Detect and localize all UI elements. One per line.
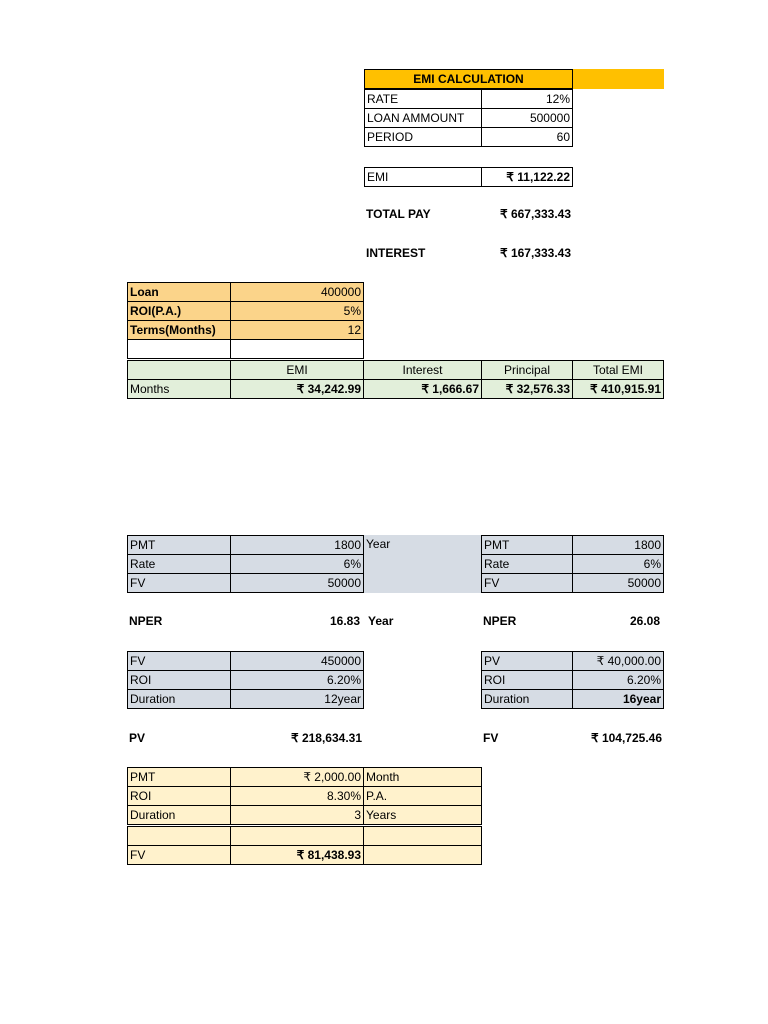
pv-label: PV [129,731,146,745]
pv-value[interactable]: ₹ 218,634.31 [290,731,362,745]
rate-label: Rate [481,554,573,574]
empty-cell[interactable] [363,845,482,865]
pmt-unit-cell: Year [364,535,481,593]
pmt-unit: Month [363,767,482,787]
roi-label: ROI(P.A.) [127,301,231,321]
fv-label: FV [127,651,231,671]
nper-label: NPER [129,614,163,628]
fv-label: FV [127,573,231,593]
fv-value[interactable]: 50000 [230,573,364,593]
col-header-interest: Interest [363,360,482,380]
roi-unit: P.A. [363,786,482,806]
nper-value[interactable]: 26.08 [629,614,660,628]
emi-calc-header: EMI CALCULATION [364,69,573,89]
fv-label: FV [481,573,573,593]
fv-value[interactable]: ₹ 104,725.46 [590,731,662,745]
header-blank-cell [127,360,231,380]
interest-value[interactable]: ₹ 167,333.43 [499,246,571,260]
terms-label: Terms(Months) [127,320,231,340]
loan-value[interactable]: 400000 [230,282,364,302]
pmt-label: PMT [127,767,231,787]
emi-calc-header-fill [573,69,664,89]
duration-value[interactable]: 12year [230,689,364,709]
empty-cell[interactable] [230,339,364,359]
empty-cell[interactable] [230,826,364,846]
loan-amount-value[interactable]: 500000 [481,108,573,128]
roi-label: ROI [127,786,231,806]
nper-unit: Year [368,614,394,628]
terms-value[interactable]: 12 [230,320,364,340]
empty-cell[interactable] [127,339,231,359]
rate-value[interactable]: 6% [572,554,664,574]
duration-label: Duration [127,805,231,825]
months-emi-value[interactable]: ₹ 34,242.99 [230,379,364,399]
loan-label: Loan [127,282,231,302]
nper-label: NPER [483,614,517,628]
duration-value[interactable]: 3 [230,805,364,825]
col-header-principal: Principal [481,360,573,380]
roi-value[interactable]: 6.20% [572,670,664,690]
period-value[interactable]: 60 [481,127,573,147]
pmt-value[interactable]: ₹ 2,000.00 [230,767,364,787]
duration-unit: Years [363,805,482,825]
roi-label: ROI [481,670,573,690]
months-interest-value[interactable]: ₹ 1,666.67 [363,379,482,399]
pmt-label: PMT [481,535,573,555]
loan-amount-label: LOAN AMMOUNT [364,108,482,128]
roi-value[interactable]: 8.30% [230,786,364,806]
rate-value[interactable]: 12% [481,89,573,109]
rate-label: RATE [364,89,482,109]
fv-label: FV [483,731,499,745]
nper-value[interactable]: 16.83 [329,614,360,628]
emi-label: EMI [364,167,482,187]
emi-value[interactable]: ₹ 11,122.22 [481,167,573,187]
pv-label: PV [481,651,573,671]
row-label-months: Months [127,379,231,399]
fv-value[interactable]: 450000 [230,651,364,671]
pmt-value[interactable]: 1800 [230,535,364,555]
col-header-total-emi: Total EMI [572,360,664,380]
fv-label: FV [127,845,231,865]
pmt-value[interactable]: 1800 [572,535,664,555]
duration-label: Duration [127,689,231,709]
pmt-label: PMT [127,535,231,555]
fv-value[interactable]: 50000 [572,573,664,593]
months-total-emi-value[interactable]: ₹ 410,915.91 [572,379,664,399]
col-header-emi: EMI [230,360,364,380]
total-pay-value[interactable]: ₹ 667,333.43 [499,207,571,221]
roi-value[interactable]: 6.20% [230,670,364,690]
months-principal-value[interactable]: ₹ 32,576.33 [481,379,573,399]
rate-value[interactable]: 6% [230,554,364,574]
rate-label: Rate [127,554,231,574]
fv-value[interactable]: ₹ 81,438.93 [230,845,364,865]
period-label: PERIOD [364,127,482,147]
total-pay-label: TOTAL PAY [366,207,431,221]
empty-cell[interactable] [363,826,482,846]
duration-value[interactable]: 16year [572,689,664,709]
interest-label: INTEREST [366,246,426,260]
roi-value[interactable]: 5% [230,301,364,321]
roi-label: ROI [127,670,231,690]
duration-label: Duration [481,689,573,709]
pv-value[interactable]: ₹ 40,000.00 [572,651,664,671]
empty-cell[interactable] [127,826,231,846]
